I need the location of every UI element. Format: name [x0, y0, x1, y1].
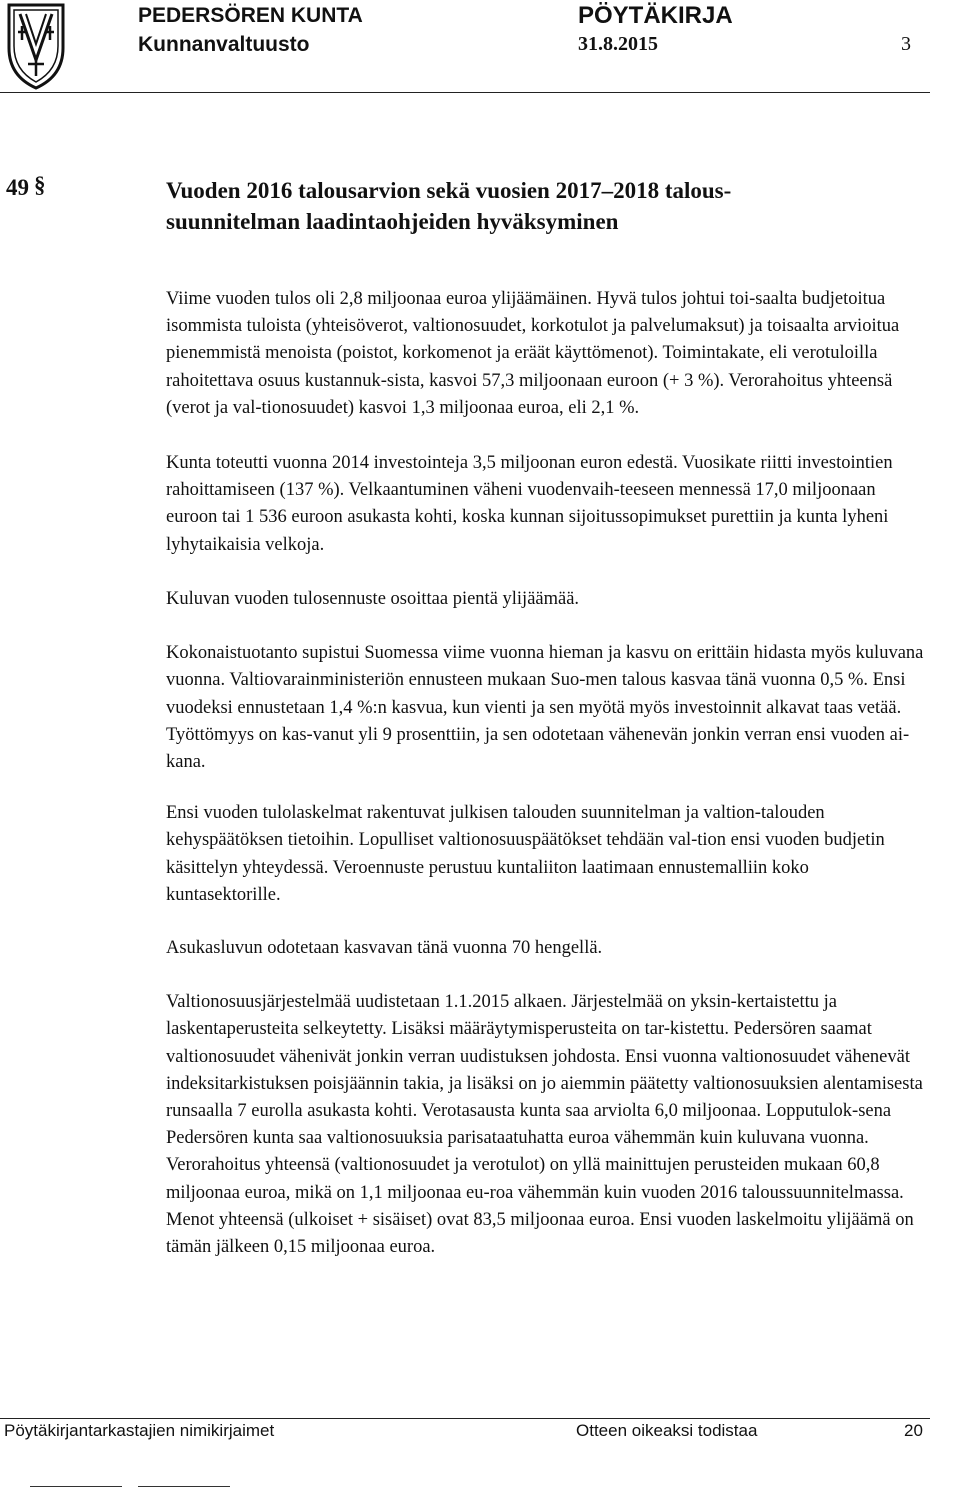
signature-line [30, 1486, 122, 1487]
organ-name: Kunnanvaltuusto [138, 33, 310, 56]
header-divider [0, 92, 930, 93]
section-title [166, 175, 886, 237]
document-body [166, 286, 926, 1287]
section-title-line: suunnitelman laadintaohjeiden hyväksyminen [166, 209, 619, 234]
organization-name: PEDERSÖREN KUNTA [138, 4, 363, 27]
paragraph: Viime vuoden tulos oli 2,8 miljoonaa euroa ylijäämäinen. Hyvä tulos johtui toi-saalta budjetoitua isommista tuloista (yhteisöverot, valtionosuudet, korkotulot ja palvelumaksut) ja toisaalta arvioitua pienemmistä menoista (poistot, korkomenot ja eräät käyttömenot). Toimintakate, eli verotuloilla rahoitettava osuus kustannuk-sista, kasvoi 57,3 miljoonaan euroon (+ 3 %). Verorahoitus yhteensä (verot ja val-tionosuudet) kasvoi 1,3 miljoonaa euroa, eli 2,1 %. [166, 289, 900, 418]
document-type: PÖYTÄKIRJA [578, 2, 733, 29]
meeting-date: 31.8.2015 [578, 33, 658, 55]
footer-certification-label: Otteen oikeaksi todistaa [576, 1421, 758, 1440]
coat-of-arms-icon [6, 2, 66, 90]
section-number: 49 [6, 175, 29, 200]
paragraph: Valtionosuusjärjestelmää uudistetaan 1.1.2015 alkaen. Järjestelmää on yksin-kertaistettu ja laskentaperusteita selkeytetty. Lisäksi määräytymisperusteita on tar-kistettu. Pedersören saamat valtionosuudet vähenivät jonkin verran uudistuksen johdosta. Ensi vuonna valtionosuudet vähenevät indeksitarkistuksen poisjäännin takia, ja lisäksi on jo aiemmin päätetty valtionosuuksien alentamisesta runsaalla 7 eurolla asukasta kohti. Verotasausta kunta saa arviolta 6,0 miljoonaa. Lopputulok-sena Pedersören kunta saa valtionosuuksia parisataatuhatta euroa vähemmän kuin kuluvana vuonna. Verorahoitus yhteensä (valtionosuudet ja verotulot) on yllä mainittujen perusteiden mukaan 60,8 miljoonaa euroa, mikä on 1,1 miljoonaa eu-roa vähemmän kuin vuoden 2016 taloussuunnitelmassa. Menot yhteensä (ulkoiset + sisäiset) ovat 83,5 miljoonaa euroa. Ensi vuoden laskelmoitu ylijäämä on tämän jälkeen 0,15 miljoonaa euroa. [166, 992, 923, 1258]
section-title-line: Vuoden 2016 talousarvion sekä vuosien 2017–2018 talous- [166, 178, 732, 203]
paragraph: Kuluvan vuoden tulosennuste osoittaa pientä ylijäämää. [166, 588, 580, 609]
paragraph: Kokonaistuotanto supistui Suomessa viime vuonna hieman ja kasvu on erittäin hidasta myös kuluvana vuonna. Valtiovarainministeriön ennusteen mukaan Suo-men talous kasvaa tänä vuonna 0,5 %. Ensi vuodeksi ennustetaan 1,4 %:n kasvua, kun vienti ja sen myötä myös investoinnit alkavat taas vetää. Työttömyys on kas-vanut yli 9 prosenttiin, ja sen odotetaan vähenevän jonkin verran ensi vuoden ai-kana. [166, 643, 924, 773]
footer-initials-label: Pöytäkirjantarkastajien nimikirjaimet [4, 1421, 275, 1440]
paragraph: Ensi vuoden tulolaskelmat rakentuvat julkisen talouden suunnitelman ja valtion-talouden kehyspäätöksen tietoihin. Lopulliset valtionosuuspäätökset tehdään val-tion ensi vuoden budjetin käsittelyn yhteydessä. Veroennuste perustuu kuntaliiton laatimaan ennustemalliin koko kuntasektorille. [166, 803, 885, 905]
section-sign: § [34, 172, 46, 197]
paragraph: Asukasluvun odotetaan kasvavan tänä vuonna 70 hengellä. [166, 938, 603, 959]
footer-divider [0, 1418, 930, 1419]
signature-line [138, 1486, 230, 1487]
footer-page-number: 20 [904, 1421, 923, 1440]
paragraph: Kunta toteutti vuonna 2014 investointeja 3,5 miljoonan euron edestä. Vuosikate riitti investointien rahoittamiseen (137 %). Velkaantuminen väheni vuodenvaih-teeseen mennessä 17,0 miljoonaan euroon tai 1 536 euroon asukasta kohti, koska kunnan sijoitussopimukset purettiin ja kunta lyheni lyhytaikaisia velkoja. [166, 453, 893, 555]
page-number: 3 [901, 33, 911, 55]
